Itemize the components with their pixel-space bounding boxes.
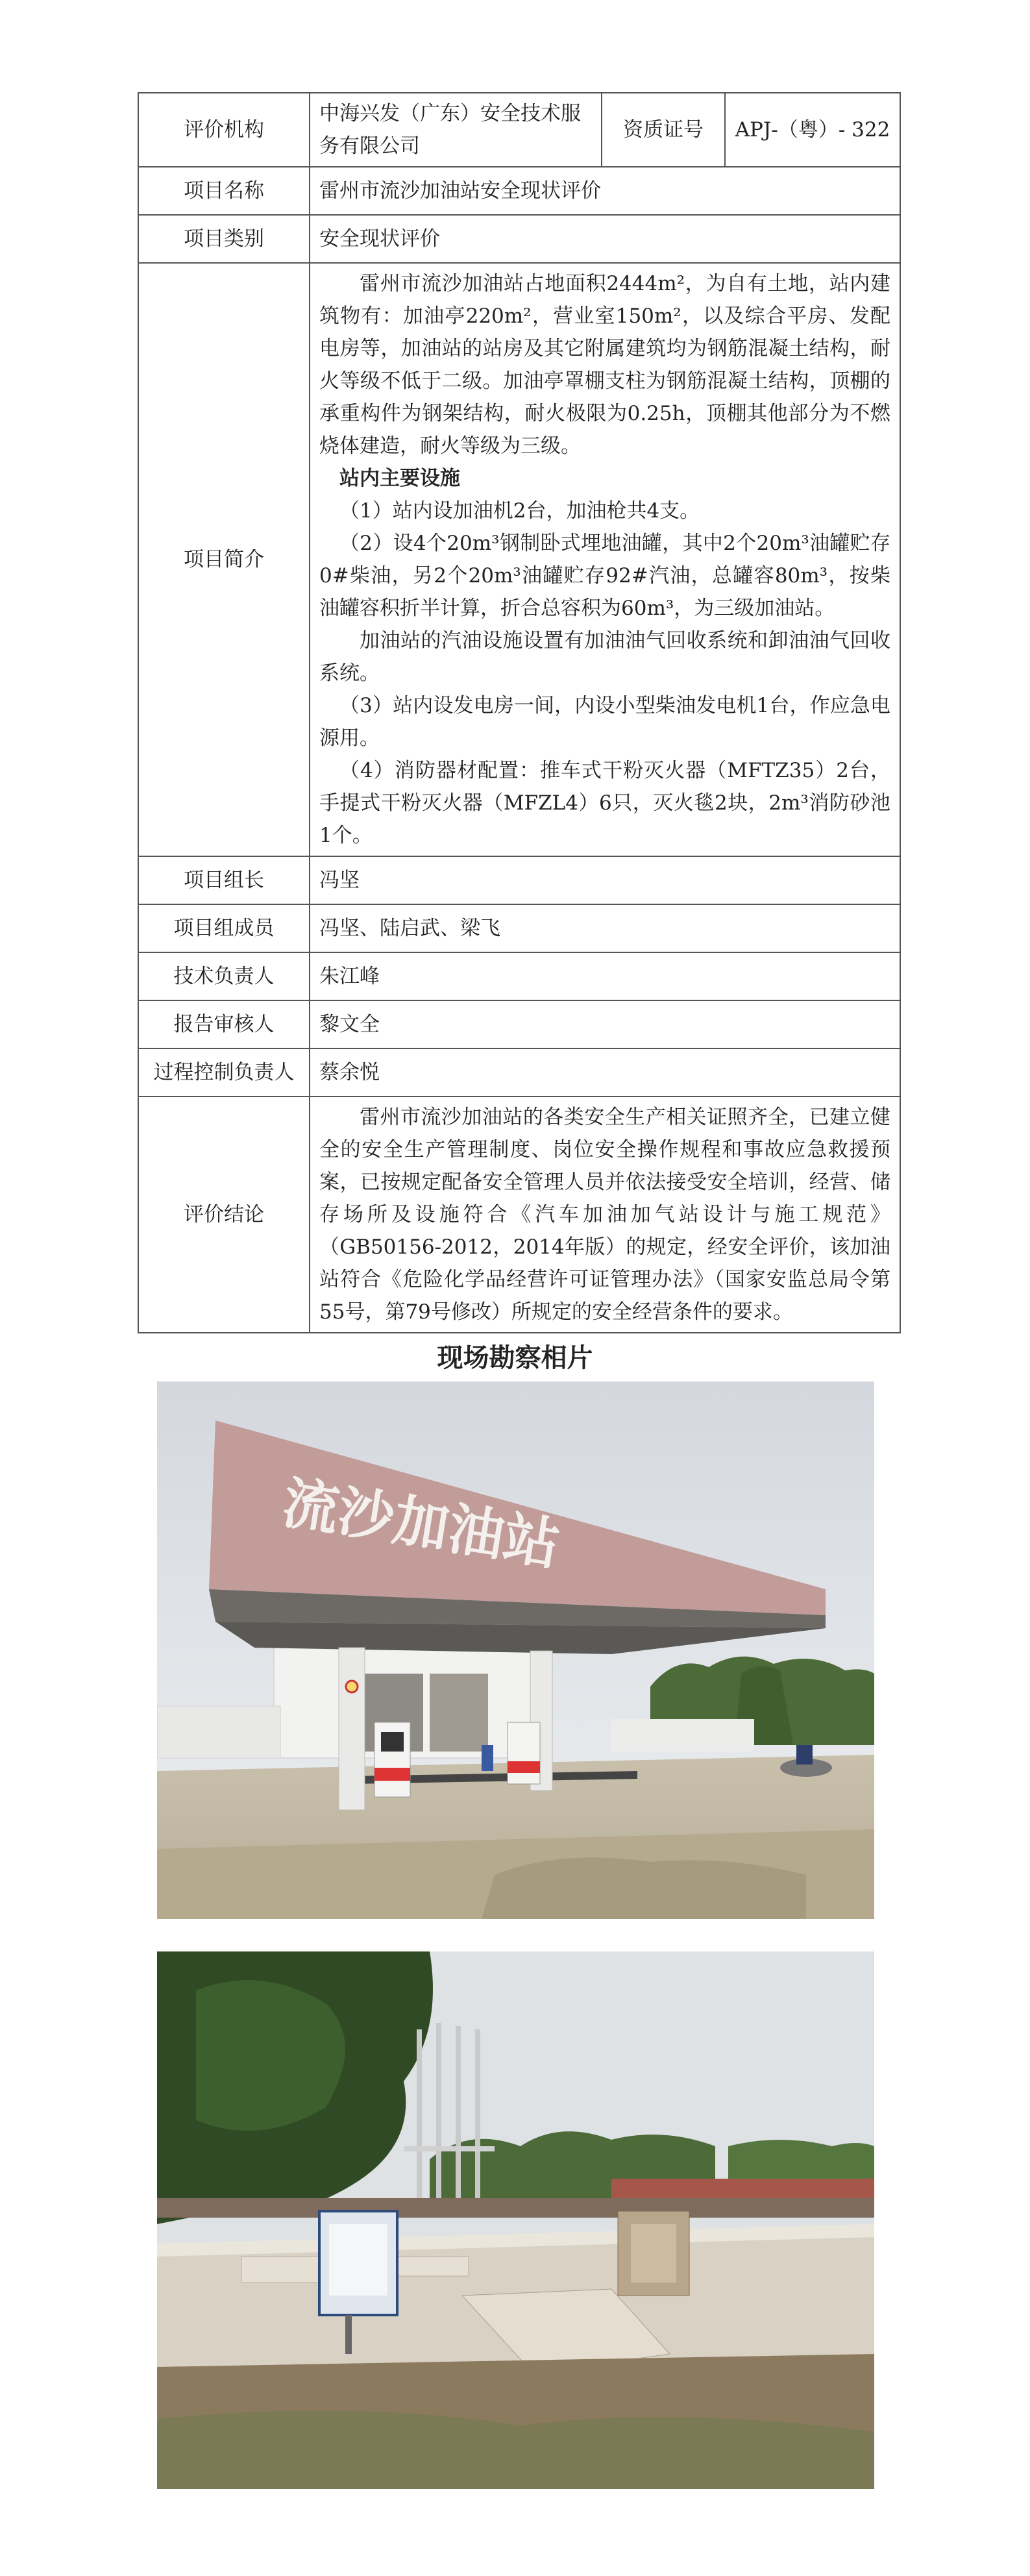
gas-station-photo <box>157 1381 874 1919</box>
qualification-value: APJ-（粤）- 322 <box>725 93 900 167</box>
tank-area-photo <box>157 1951 874 2489</box>
photo-section-title: 现场勘察相片 <box>437 1343 593 1373</box>
intro-item: （1）站内设加油机2台，加油枪共4支。 <box>339 499 700 523</box>
org-label: 评价机构 <box>138 93 310 167</box>
tank-area-photo-graphic <box>157 1951 874 2489</box>
intro-item: （2）设4个20m³钢制卧式埋地油罐，其中2个20m³油罐贮存0#柴油，另2个20m³油罐贮存92#汽油，总罐容80m³，按柴油罐容积折半计算，折合总容积为60m³，为三级加油站。 <box>319 532 890 620</box>
intro-paragraph: 雷州市流沙加油站占地面积2444m²，为自有土地，站内建筑物有：加油亭220m²，营业室150m²，以及综合平房、发配电房等，加油站的站房及其它附属建筑均为钢筋混凝土结构，耐火等级不低于二级。加油亭罩棚支柱为钢筋混凝土结构，顶棚的承重构件为钢架结构，耐火极限为0.25h，顶棚其他部分为不燃烧体建造，耐火等级为三级。 <box>319 272 890 458</box>
evaluation-info-table <box>138 92 901 1333</box>
team-leader-value: 冯坚 <box>310 856 900 904</box>
conclusion-text: 雷州市流沙加油站的各类安全生产相关证照齐全，已建立健全的安全生产管理制度、岗位安全操作规程和事故应急救援预案，已按规定配备安全管理人员并依法接受安全培训，经营、储存场所及设施符合《汽车加油加气站设计与施工规范》（GB50156-2012，2014年版）的规定，经安全评价，该加油站符合《危险化学品经营许可证管理办法》（国家安监总局令第55号，第79号修改）所规定的安全经营条件的要求。 <box>319 1106 890 1324</box>
conclusion-label: 评价结论 <box>138 1096 310 1333</box>
project-intro-value <box>310 263 900 856</box>
intro-paragraph: 加油站的汽油设施设置有加油油气回收系统和卸油油气回收系统。 <box>319 629 890 685</box>
team-leader-label: 项目组长 <box>138 856 310 904</box>
project-type-label: 项目类别 <box>138 215 310 263</box>
table-row <box>138 1000 900 1048</box>
project-name-label: 项目名称 <box>138 167 310 215</box>
table-row <box>138 263 900 856</box>
intro-heading: 站内主要设施 <box>339 467 460 490</box>
table-row <box>138 952 900 1000</box>
conclusion-value <box>310 1096 900 1333</box>
gas-station-photo-graphic <box>157 1381 874 1919</box>
intro-item: （3）站内设发电房一间，内设小型柴油发电机1台，作应急电源用。 <box>319 694 890 750</box>
reviewer-value: 黎文全 <box>310 1000 900 1048</box>
team-members-label: 项目组成员 <box>138 904 310 952</box>
process-control-value: 蔡余悦 <box>310 1048 900 1096</box>
tech-lead-value: 朱江峰 <box>310 952 900 1000</box>
qualification-label: 资质证号 <box>602 93 725 167</box>
process-control-label: 过程控制负责人 <box>138 1048 310 1096</box>
org-value: 中海兴发（广东）安全技术服务有限公司 <box>310 93 602 167</box>
tech-lead-label: 技术负责人 <box>138 952 310 1000</box>
table-row <box>138 93 900 167</box>
table-row <box>138 1048 900 1096</box>
table-row <box>138 167 900 215</box>
team-members-value: 冯坚、陆启武、梁飞 <box>310 904 900 952</box>
intro-item: （4）消防器材配置：推车式干粉灭火器（MFTZ35）2台，手提式干粉灭火器（MFZL4）6只，灭火毯2块，2m³消防砂池1个。 <box>319 759 890 847</box>
project-name-value: 雷州市流沙加油站安全现状评价 <box>310 167 900 215</box>
table-row <box>138 856 900 904</box>
station-sign-text: 流沙加油站 <box>278 1470 565 1579</box>
project-intro-label: 项目简介 <box>138 263 310 856</box>
table-row <box>138 215 900 263</box>
project-type-value: 安全现状评价 <box>310 215 900 263</box>
table-row <box>138 1096 900 1333</box>
reviewer-label: 报告审核人 <box>138 1000 310 1048</box>
table-row <box>138 904 900 952</box>
